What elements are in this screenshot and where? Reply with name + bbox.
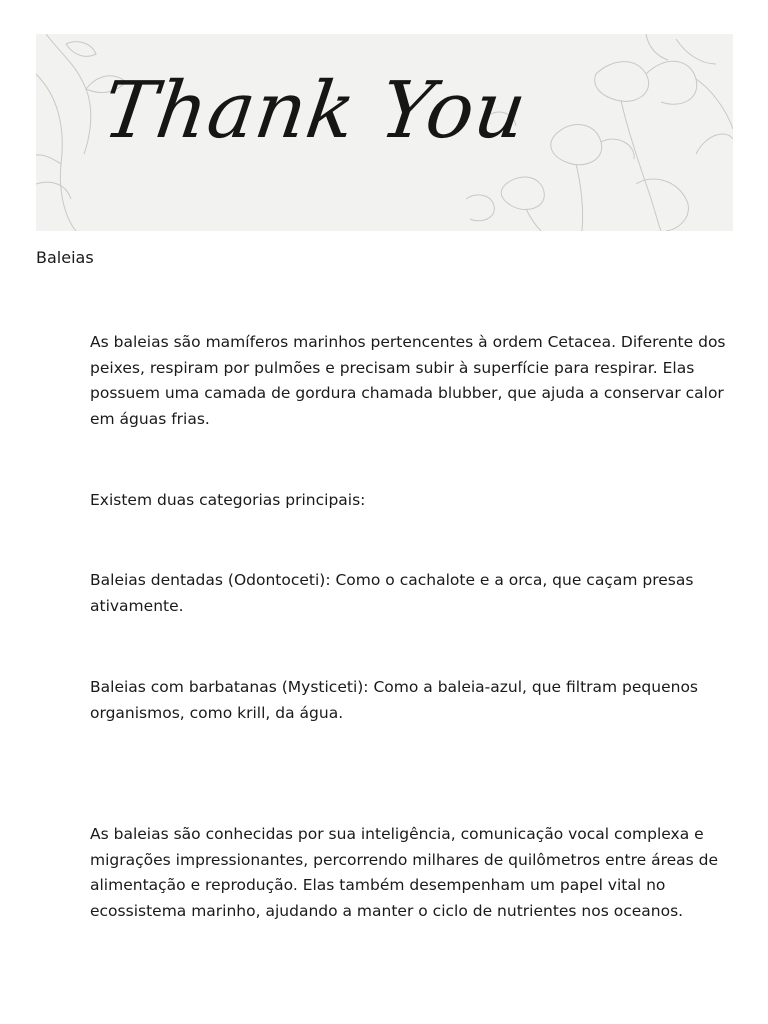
paragraph-categories: Existem duas categorias principais: <box>90 491 366 509</box>
document-heading: Baleias <box>36 248 94 267</box>
paragraph-conclusion: As baleias são conhecidas por sua inteligência, comunicação vocal complexa e migrações impressionantes, percorrendo milhares de quilômetros entre áreas de alimentação e reprodução. Elas também desempenham um papel vital no ecossistema marinho, ajudando a manter o ciclo de nutrientes nos oceanos. <box>90 825 719 920</box>
banner-title: Thank You <box>97 66 533 156</box>
paragraph-odontoceti: Baleias dentadas (Odontoceti): Como o cachalote e a orca, que caçam presas ativamente. <box>90 571 694 615</box>
paragraph-intro: As baleias são mamíferos marinhos pertencentes à ordem Cetacea. Diferente dos peixes, respiram por pulmões e precisam subir à superfície para respirar. Elas possuem uma camada de gordura chamada blubber, que ajuda a conservar calor em águas frias. <box>90 333 726 428</box>
paragraph-mysticeti: Baleias com barbatanas (Mysticeti): Como a baleia-azul, que filtram pequenos organismos, como krill, da água. <box>90 678 699 722</box>
thank-you-banner <box>36 34 733 231</box>
